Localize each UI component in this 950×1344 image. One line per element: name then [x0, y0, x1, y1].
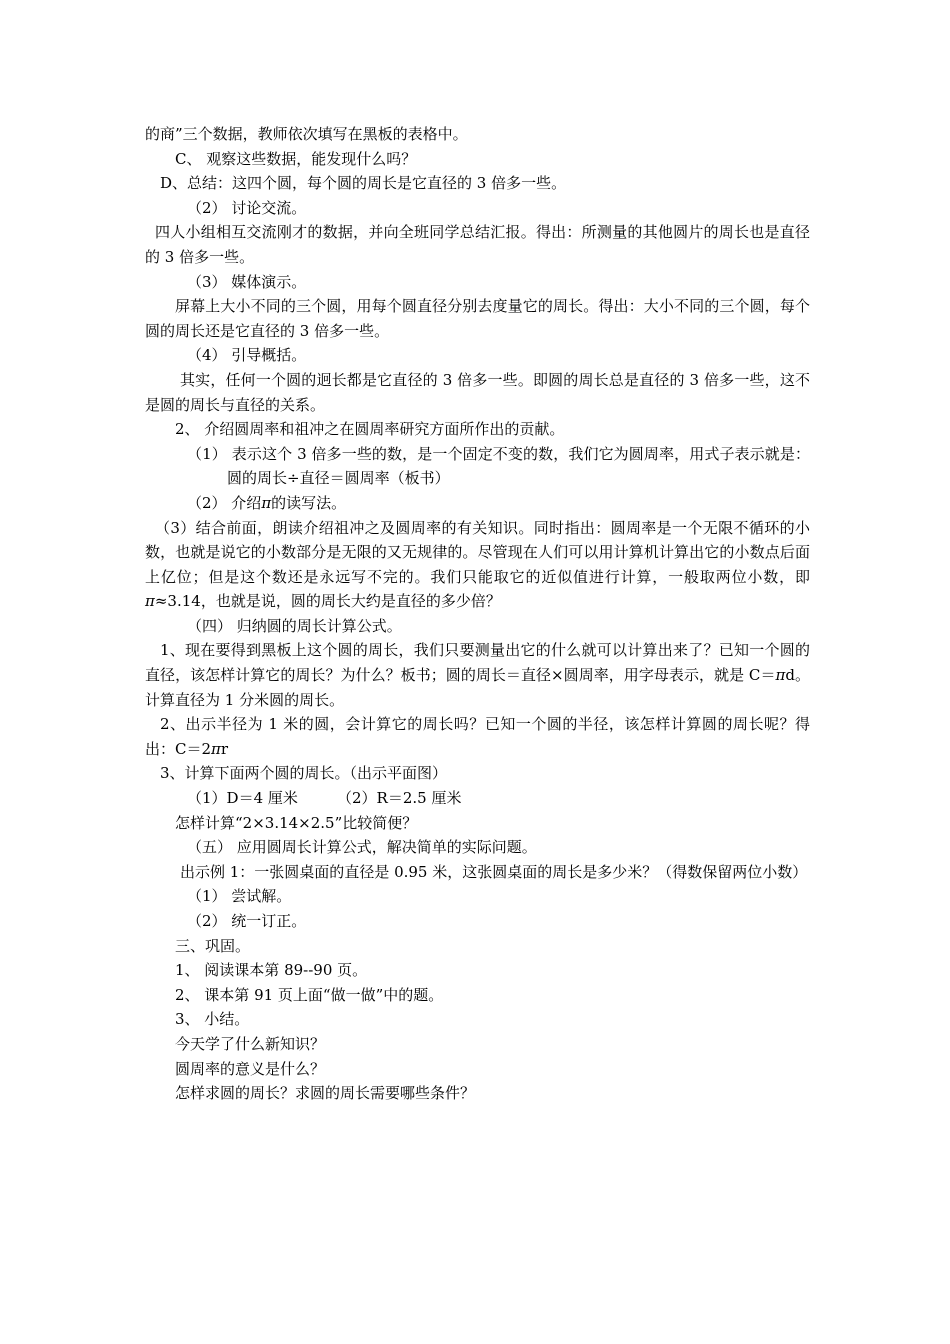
paragraph-pi-definition: （1） 表示这个 3 倍多一些的数，是一个固定不变的数，我们它为圆周率，用式子表示就是：圆的周长÷直径＝圆周率（板书） [187, 444, 810, 488]
paragraph-conclusion: 其实，任何一个圆的迥长都是它直径的 3 倍多一些。即圆的周长总是直径的 3 倍多一些，这不是圆的周长与直径的关系。 [145, 370, 810, 414]
paragraph-circle-values [145, 786, 810, 811]
pi-symbol: π [775, 666, 786, 685]
heading-introduce-pi: 2、 介绍圆周率和祖冲之在圆周率研究方面所作出的贡献。 [175, 420, 565, 439]
document-body [145, 122, 810, 1106]
paragraph-example-one: 出示例 1：一张圆桌面的直径是 0.95 米，这张圆桌面的周长是多少米？（得数保留两位小数） [180, 862, 808, 881]
paragraph-correct: （2） 统一订正。 [187, 912, 307, 930]
heading-formula: （四） 归纳圆的周长计算公式。 [187, 616, 402, 635]
pi-symbol: π [211, 739, 221, 758]
pi-symbol: π [145, 592, 155, 611]
paragraph-try-solve: （1） 尝试解。 [187, 887, 292, 906]
text-segment: d。计算直径为 1 分米圆的周长。 [145, 666, 810, 709]
paragraph-compute-two-circles: 3、计算下面两个圆的周长。（出示平面图） [160, 764, 448, 783]
circle-one-diameter: （1）D＝4 厘米 [187, 789, 298, 808]
paragraph-summary: 3、 小结。 [175, 1010, 250, 1029]
text-segment: r [220, 739, 229, 758]
paragraph-group-report: 四人小组相互交流刚才的数据，并向全班同学总结汇报。得出：所测量的其他圆片的周长也是直径的 3 倍多一些。 [145, 223, 810, 266]
paragraph-screen-circles: 屏幕上大小不同的三个圆，用每个圆直径分别去度量它的周长。得出：大小不同的三个圆，每个圆的周长还是它直径的 3 倍多一些。 [145, 297, 810, 340]
paragraph-read-textbook: 1、 阅读课本第 89--90 页。 [175, 961, 368, 980]
question-pi-meaning: 圆周率的意义是什么？ [175, 1059, 326, 1078]
text-segment: 的读写法。 [271, 493, 347, 512]
paragraph-step-d: D、总结：这四个圆，每个圆的周长是它直径的 3 倍多一些。 [160, 174, 567, 193]
question-how-circumference: 怎样求圆的周长？求圆的周长需要哪些条件？ [175, 1084, 476, 1103]
text-segment: 2、出示半径为 1 米的圆，会计算它的周长吗？已知一个圆的半径，该怎样计算圆的周长呢？得出：C＝2 [145, 715, 810, 758]
paragraph-line-01: 的商”三个数据，教师依次填写在黑板的表格中。 [145, 125, 468, 143]
paragraph-formula-radius [145, 712, 810, 761]
text-segment: （2） 介绍 [187, 493, 262, 512]
question-new-knowledge: 今天学了什么新知识？ [175, 1034, 326, 1053]
text-segment: ≈3.14，也就是说，圆的周长大约是直径的多少倍？ [154, 592, 501, 611]
heading-consolidate: 三、巩固。 [175, 936, 251, 955]
text-segment: （3）结合前面，朗读介绍祖冲之及圆周率的有关知识。同时指出：圆周率是一个无限不循环的小数，也就是说它的小数部分是无限的又无规律的。尽管现在人们可以用计算机计算出它的小数点后面上亿位；但是这个数还是永远写不完的。我们只能取它的近似值进行计算，一般取两位小数，即 [145, 518, 810, 586]
paragraph-textbook-exercise: 2、 课本第 91 页上面“做一做”中的题。 [175, 985, 444, 1004]
paragraph-step-c: C、 观察这些数据，能发现什么吗？ [175, 149, 417, 168]
pi-symbol: π [261, 493, 272, 512]
heading-application: （五） 应用圆周长计算公式，解决简单的实际问题。 [187, 838, 537, 857]
paragraph-pi-reading [145, 491, 810, 516]
circle-two-radius: （2）R＝2.5 厘米 [337, 789, 462, 808]
subheading-generalize: （4） 引导概括。 [187, 346, 307, 365]
paragraph-simple-calc: 怎样计算“2×3.14×2.5”比较简便？ [175, 813, 418, 832]
text-segment: 1、现在要得到黑板上这个圆的周长，我们只要测量出它的什么就可以计算出来了？已知一个圆的直径，该怎样计算它的周长？为什么？板书；圆的周长＝直径×圆周率，用字母表示，就是 C＝ [145, 641, 810, 685]
paragraph-zu-chongzhi [145, 516, 810, 614]
subheading-media-demo: （3） 媒体演示。 [187, 272, 307, 291]
paragraph-formula-diameter [145, 638, 810, 712]
subheading-discussion: （2） 讨论交流。 [187, 198, 307, 217]
